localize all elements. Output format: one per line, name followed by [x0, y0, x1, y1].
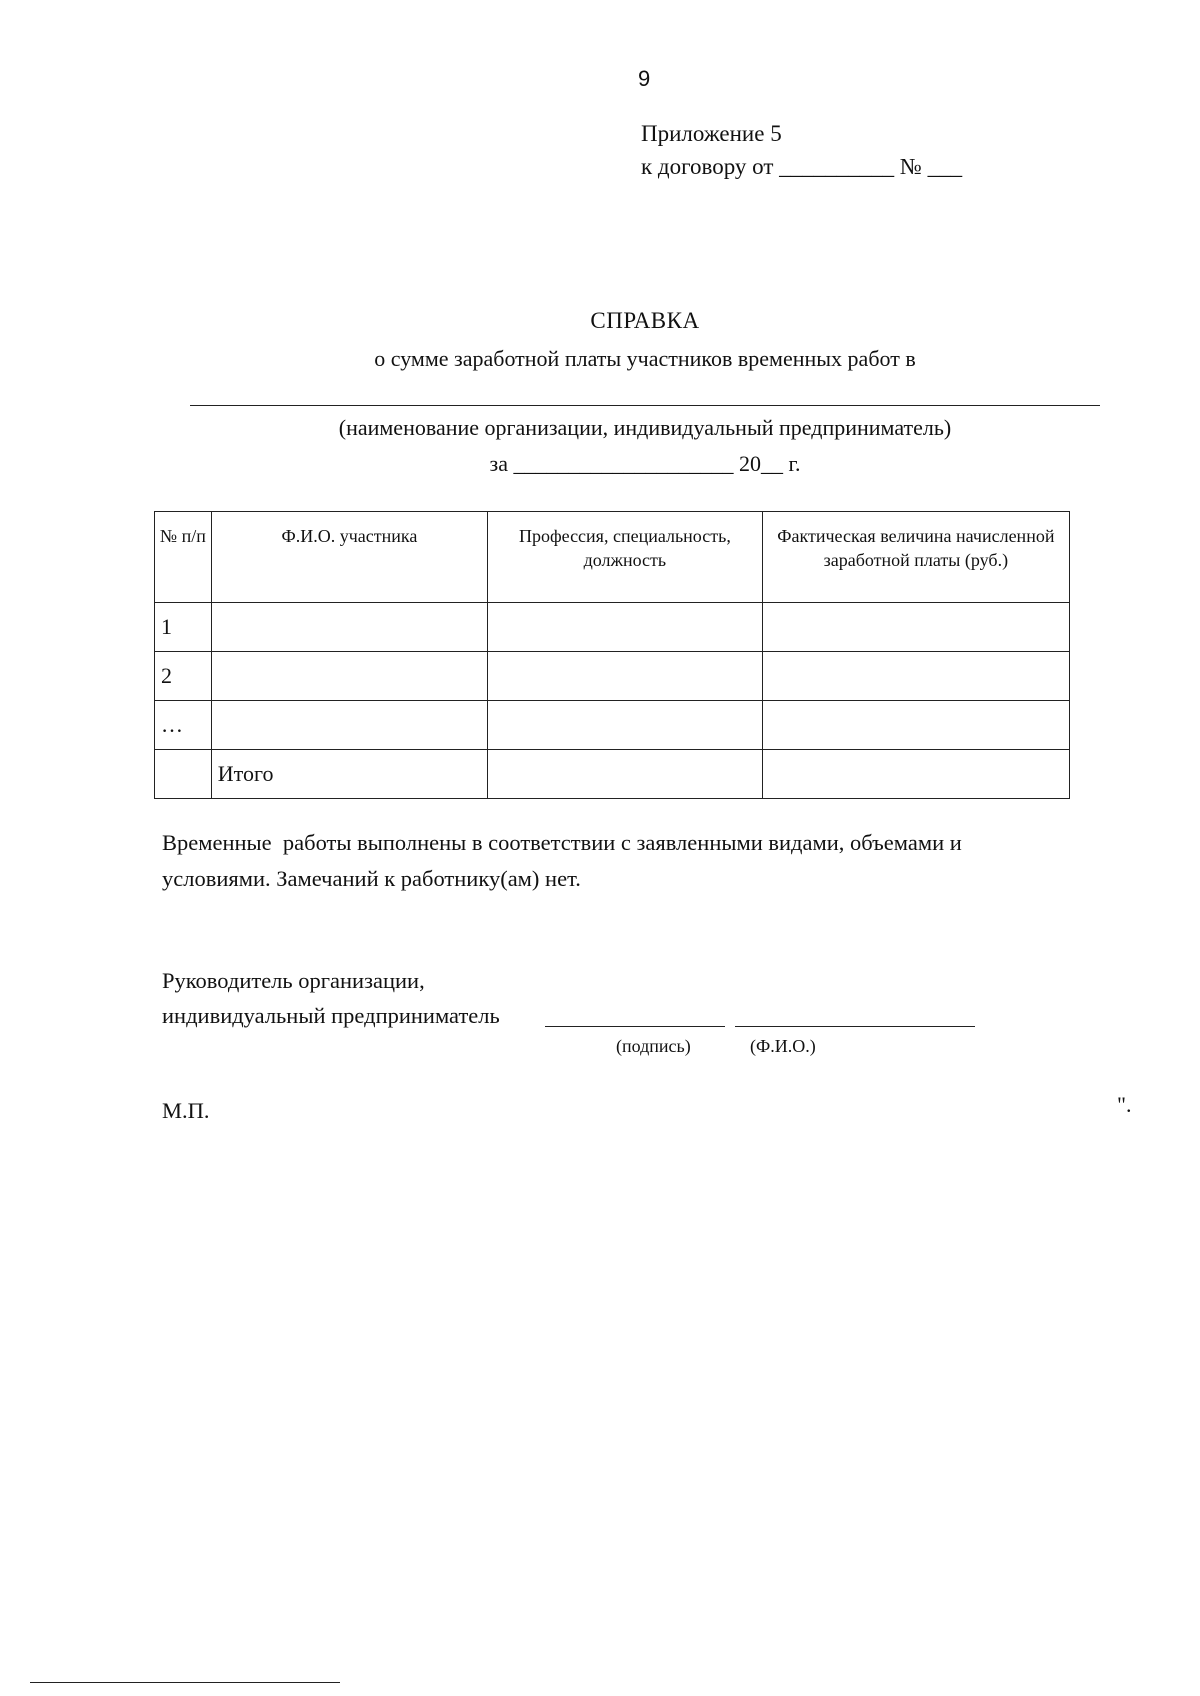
cell-number	[155, 750, 212, 799]
period-line: за ____________________ 20__ г.	[489, 451, 801, 476]
salary-table	[154, 511, 1070, 799]
document-title: СПРАВКА	[590, 308, 700, 333]
header-profession: Профессия, специальность, должность	[488, 512, 763, 603]
cell-name	[211, 603, 487, 652]
cell-name	[211, 652, 487, 701]
cell-name	[211, 701, 487, 750]
table-row	[155, 652, 1070, 701]
closing-quote: ".	[1117, 1092, 1132, 1117]
signatory-title-line-1: Руководитель организации,	[162, 968, 425, 993]
cell-salary	[762, 603, 1069, 652]
cell-profession	[488, 652, 763, 701]
cell-number: …	[155, 701, 212, 750]
cell-salary	[762, 750, 1069, 799]
organization-caption: (наименование организации, индивидуальный предприниматель)	[338, 415, 952, 440]
statement-line-1: Временные работы выполнены в соответствии с заявленными видами, объемами и	[162, 830, 962, 855]
table-row	[155, 701, 1070, 750]
table-header-row	[155, 512, 1070, 603]
document-subtitle: о сумме заработной платы участников временных работ в	[374, 346, 916, 371]
fio-caption: (Ф.И.О.)	[750, 1036, 816, 1056]
footnote-separator	[30, 1682, 340, 1683]
fio-blank-line	[735, 1026, 975, 1027]
signature-blank-line	[545, 1026, 725, 1027]
statement-line-2: условиями. Замечаний к работнику(ам) нет.	[162, 866, 581, 891]
table-total-row	[155, 750, 1070, 799]
cell-number: 1	[155, 603, 212, 652]
cell-number: 2	[155, 652, 212, 701]
signature-caption: (подпись)	[616, 1036, 691, 1056]
annex-contract-ref: к договору от __________ № ___	[641, 154, 963, 179]
stamp-place: М.П.	[162, 1098, 210, 1123]
signatory-title-line-2: индивидуальный предприниматель	[162, 1003, 500, 1028]
header-number: № п/п	[155, 512, 212, 603]
cell-salary	[762, 652, 1069, 701]
organization-blank-line	[190, 405, 1100, 406]
cell-total-label: Итого	[211, 750, 487, 799]
cell-profession	[488, 750, 763, 799]
cell-profession	[488, 603, 763, 652]
header-salary: Фактическая величина начисленной заработной платы (руб.)	[762, 512, 1069, 603]
cell-profession	[488, 701, 763, 750]
table-row	[155, 603, 1070, 652]
header-name: Ф.И.О. участника	[211, 512, 487, 603]
cell-salary	[762, 701, 1069, 750]
annex-title: Приложение 5	[641, 121, 782, 146]
page-number: 9	[638, 66, 651, 91]
